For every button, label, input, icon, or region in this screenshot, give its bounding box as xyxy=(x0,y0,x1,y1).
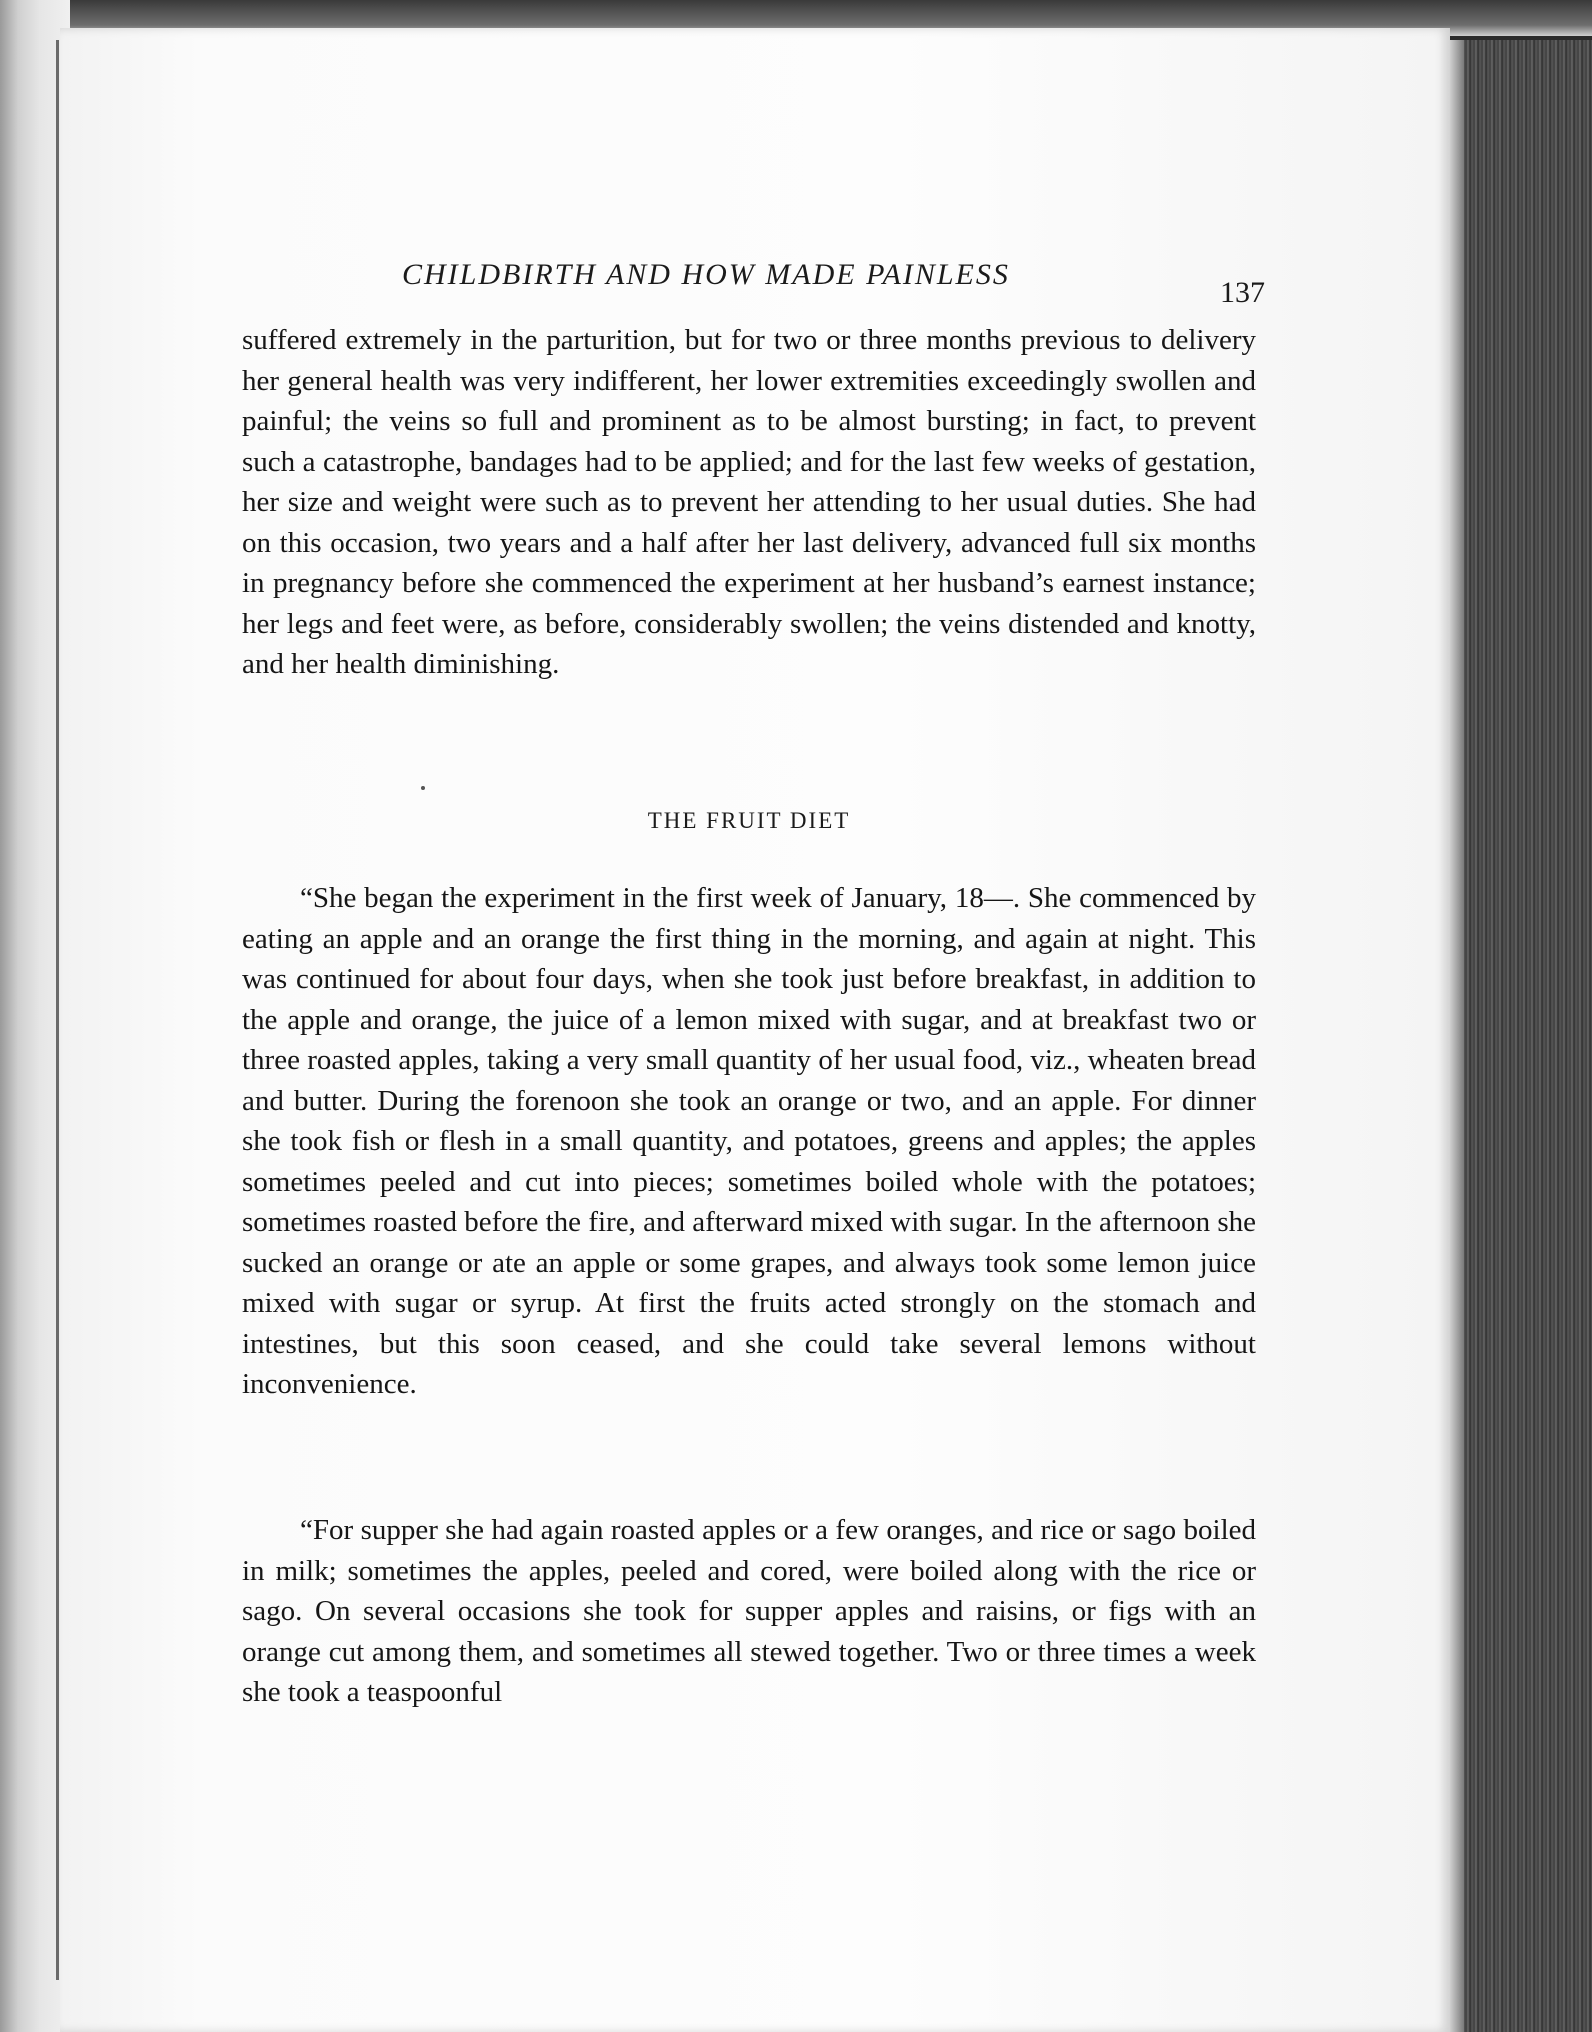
body-paragraph-1: suffered extremely in the parturition, but for two or three months previous to delivery her general health was very indifferent, her lower extremities exceedingly swollen and painful; the veins so full and prominent as to be almost bursting; in fact, to prevent such a catastrophe, bandages had to be applied; and for the last few weeks of gestation, her size and weight were such as to prevent her attending to her usual duties. She had on this occasion, two years and a half after her last delivery, advanced full six months in pregnancy before she commenced the experiment at her husband’s earnest instance; her legs and feet were, as before, considerably swollen; the veins distended and knotty, and her health diminishing. xyxy=(242,324,1256,680)
page-edges xyxy=(1450,40,1592,2032)
page-number: 137 xyxy=(1220,276,1265,309)
section-heading: THE FRUIT DIET xyxy=(647,808,851,833)
body-paragraph-3: “For supper she had again roasted apples or a few oranges, and rice or sago boiled in milk; sometimes the apples, peeled and cored, were boiled along with the rice or sago. On several occasions she took for supper apples and raisins, or figs with an orange cut among them, and sometimes all stewed together. Two or three times a week she took a teaspoonful xyxy=(242,1514,1256,1708)
body-paragraph-2: “She began the experiment in the first week of January, 18—. She commenced by eating an apple and an orange the first thing in the morning, and again at night. This was continued for about four days, when she took just before breakfast, in addition to the apple and orange, the juice of a lemon mixed with sugar, and at breakfast two or three roasted apples, taking a very small quantity of her usual food, viz., wheaten bread and butter. During the forenoon she took an orange or two, and an apple. For dinner she took fish or flesh in a small quantity, and potatoes, greens and apples; the apples sometimes peeled and cut into pieces; sometimes boiled whole with the potatoes; sometimes roasted before the fire, and afterward mixed with sugar. In the afternoon she sucked an orange or ate an apple or some grapes, and always took some lemon juice mixed with sugar or syrup. At first the fruits acted strongly on the stomach and intestines, but this soon ceased, and she could take several lemons without inconvenience. xyxy=(242,882,1256,1400)
ink-speck xyxy=(421,786,425,790)
running-head: CHILDBIRTH AND HOW MADE PAINLESS xyxy=(402,258,1010,291)
